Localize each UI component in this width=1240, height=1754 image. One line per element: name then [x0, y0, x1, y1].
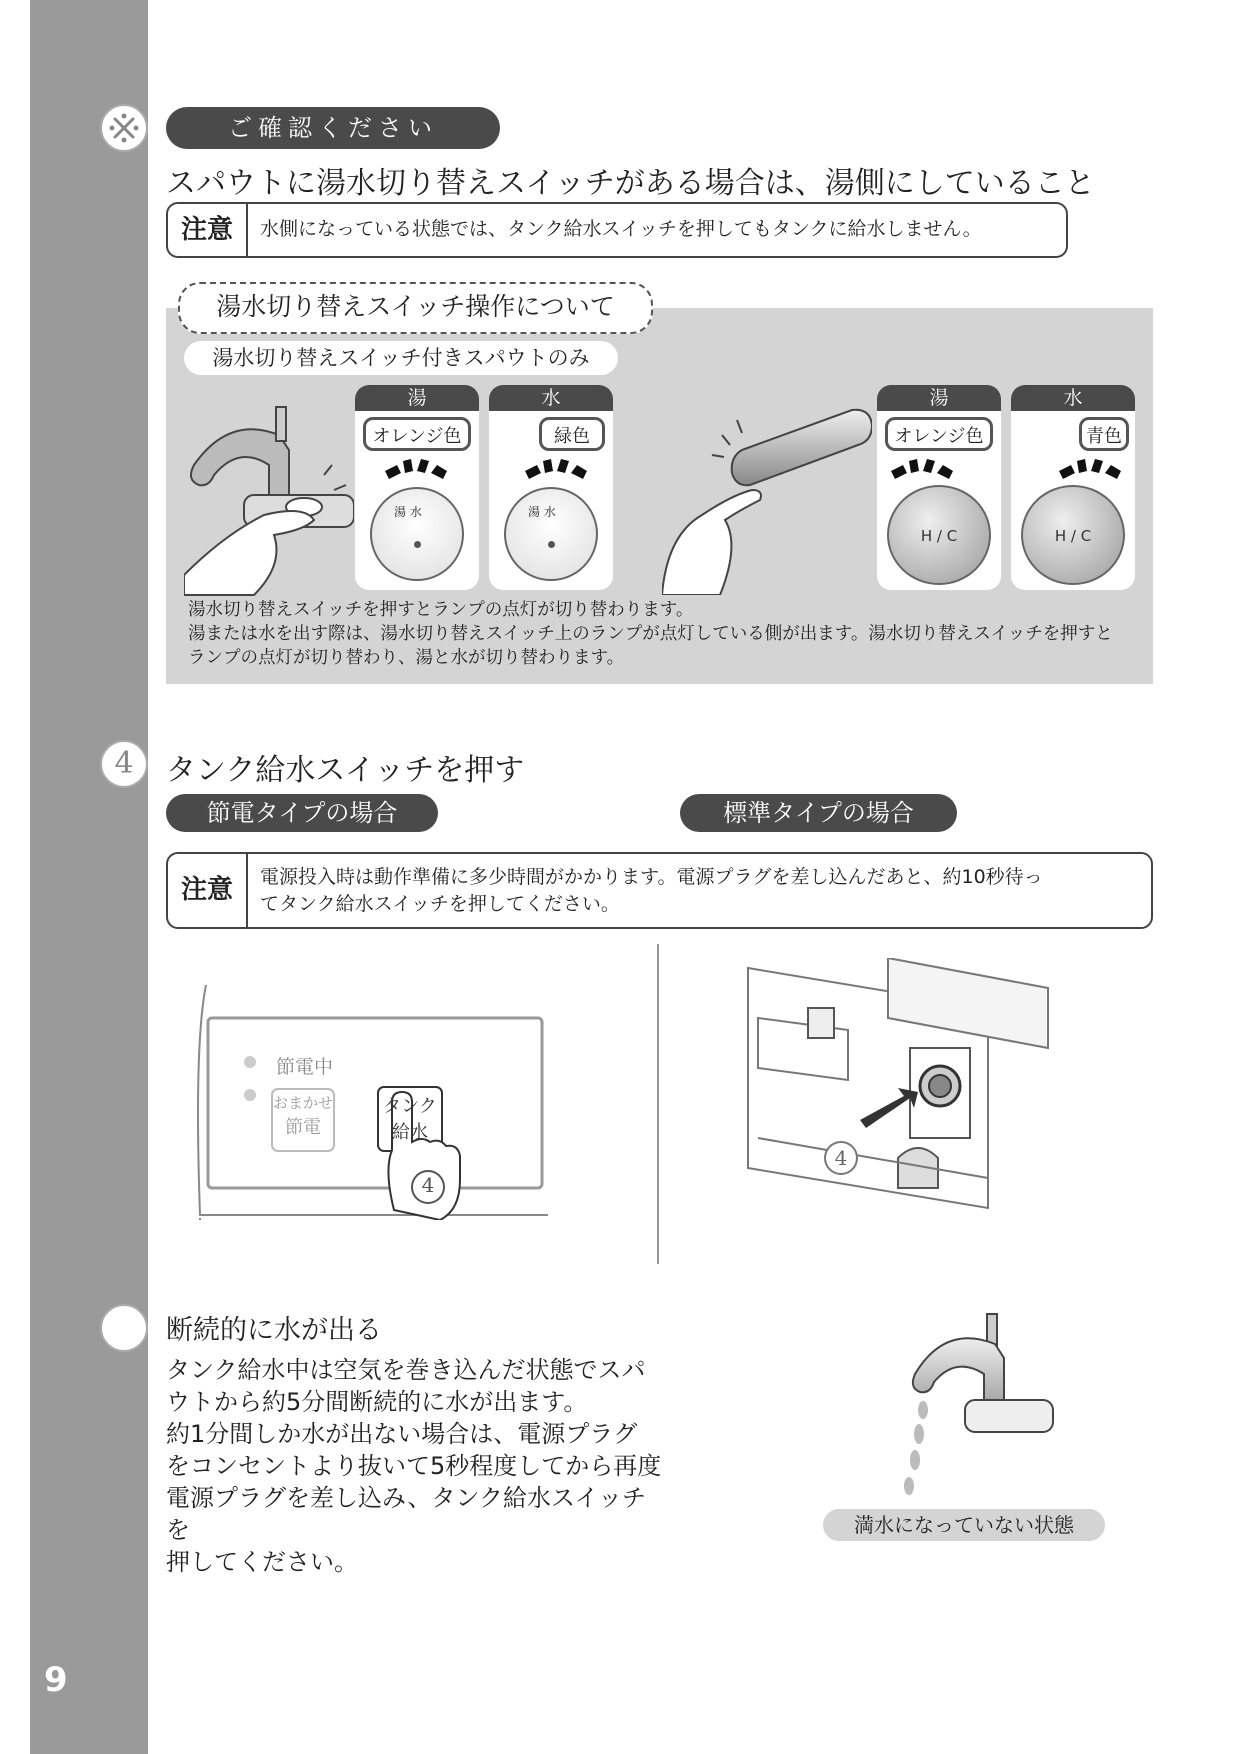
page-number: 9	[44, 1660, 68, 1700]
body-line: ウトから約5分間断続的に水が出ます。	[166, 1388, 588, 1416]
step-number: 4	[100, 740, 148, 788]
lamp-left-label: 湯	[528, 505, 541, 519]
lamp-glow-icon	[381, 457, 451, 483]
hc-knob	[887, 485, 991, 585]
card-header: 湯	[877, 385, 1001, 411]
color-bubble: オレンジ色	[885, 417, 993, 451]
caution-line: 電源投入時は動作準備に多少時間がかかります。電源プラグを差し込んだあと、約10秒待っ	[260, 866, 1043, 888]
panel-text-line: 湯水切り替えスイッチを押すとランプの点灯が切り替わります。	[188, 600, 694, 620]
power-saving-type-pill: 節電タイプの場合	[166, 794, 438, 832]
lamp-glow-icon	[887, 457, 957, 483]
step4-caution-box	[166, 852, 1153, 929]
hc-label: H / C	[920, 527, 958, 545]
caution-label: 注意	[168, 204, 248, 256]
section-marker	[100, 1304, 148, 1352]
lamp-card-cold-hc	[1011, 385, 1135, 590]
not-full-state-label: 満水になっていない状態	[823, 1509, 1105, 1541]
standard-type-pill: 標準タイプの場合	[680, 794, 957, 832]
knob-dot	[548, 541, 555, 548]
lamp-glow-icon	[1055, 457, 1125, 483]
asterisk-icon	[102, 106, 146, 150]
column-divider	[657, 944, 659, 1264]
lamp-card-hot	[355, 385, 479, 590]
knob-dot	[414, 541, 421, 548]
card-header: 水	[1011, 385, 1135, 411]
faucet-intermittent-water-illustration	[895, 1310, 1055, 1500]
hc-label: H / C	[1054, 527, 1092, 545]
body-line: をコンセントより抜いて5秒程度してから再度	[166, 1452, 662, 1480]
body-line: タンク給水中は空気を巻き込んだ状態でスパ	[166, 1356, 646, 1384]
caution-text	[260, 864, 1140, 918]
panel-text-line: 湯または水を出す際は、湯水切り替えスイッチ上のランプが点灯している側が出ます。湯水切り替えスイッチを押すと	[188, 624, 1113, 644]
cylinder-spout-finger-illustration	[662, 405, 872, 595]
lamp-right-label: 水	[543, 505, 556, 519]
body-line: 電源プラグを差し込み、タンク給水スイッチを	[166, 1484, 646, 1544]
faucet-finger-illustration	[184, 395, 354, 605]
caution-line: てタンク給水スイッチを押してください。	[260, 893, 620, 915]
confirm-pill: ご確認ください	[166, 107, 500, 149]
omakase-line: おまかせ	[272, 1094, 333, 1112]
switch-panel-text	[188, 598, 1143, 670]
power-saving-indicator-label: 節電中	[276, 1056, 334, 1078]
lamp-card-cold	[489, 385, 613, 590]
panel-text-line: ランプの点灯が切り替わり、湯と水が切り替わります。	[188, 648, 625, 668]
switch-knob	[370, 487, 464, 581]
tank-line: タンク	[383, 1096, 437, 1117]
standard-type-illustration	[738, 958, 1068, 1258]
lamp-left-label: 湯	[394, 505, 407, 519]
omakase-button[interactable]	[272, 1092, 334, 1139]
caution-label: 注意	[168, 854, 248, 927]
finger-step-number: 4	[421, 1173, 435, 1197]
color-bubble: 緑色	[539, 417, 605, 451]
note-marker	[100, 104, 148, 152]
caution-text: 水側になっている状態では、タンク給水スイッチを押してもタンクに給水しません。	[260, 218, 982, 240]
hc-knob	[1021, 485, 1125, 585]
tank-fill-button[interactable]	[378, 1092, 442, 1144]
color-bubble: オレンジ色	[363, 417, 471, 451]
body-line: 押してください。	[166, 1548, 358, 1576]
card-header: 水	[489, 385, 613, 411]
switch-panel-subtitle: 湯水切り替えスイッチ付きスパウトのみ	[184, 341, 618, 375]
lamp-right-label: 水	[409, 505, 422, 519]
left-rail-inner	[122, 0, 148, 1754]
color-bubble: 青色	[1079, 417, 1129, 451]
tank-line: 給水	[392, 1122, 428, 1143]
intermittent-body	[166, 1354, 666, 1578]
lamp-glow-icon	[521, 457, 591, 483]
confirm-heading: スパウトに湯水切り替えスイッチがある場合は、湯側にしていること	[166, 166, 1095, 201]
switch-knob	[504, 487, 598, 581]
body-line: 約1分間しか水が出ない場合は、電源プラグ	[166, 1420, 638, 1448]
switch-panel-title: 湯水切り替えスイッチ操作について	[178, 282, 653, 334]
confirm-caution-box	[166, 202, 1068, 258]
standard-step-callout: 4	[824, 1141, 858, 1175]
left-rail	[30, 0, 122, 1754]
omakase-line: 節電	[285, 1117, 321, 1138]
step4-heading: タンク給水スイッチを押す	[166, 753, 525, 788]
power-saving-panel-illustration	[196, 985, 548, 1220]
card-header: 湯	[355, 385, 479, 411]
intermittent-heading: 断続的に水が出る	[166, 1315, 382, 1346]
lamp-card-hot-hc	[877, 385, 1001, 590]
